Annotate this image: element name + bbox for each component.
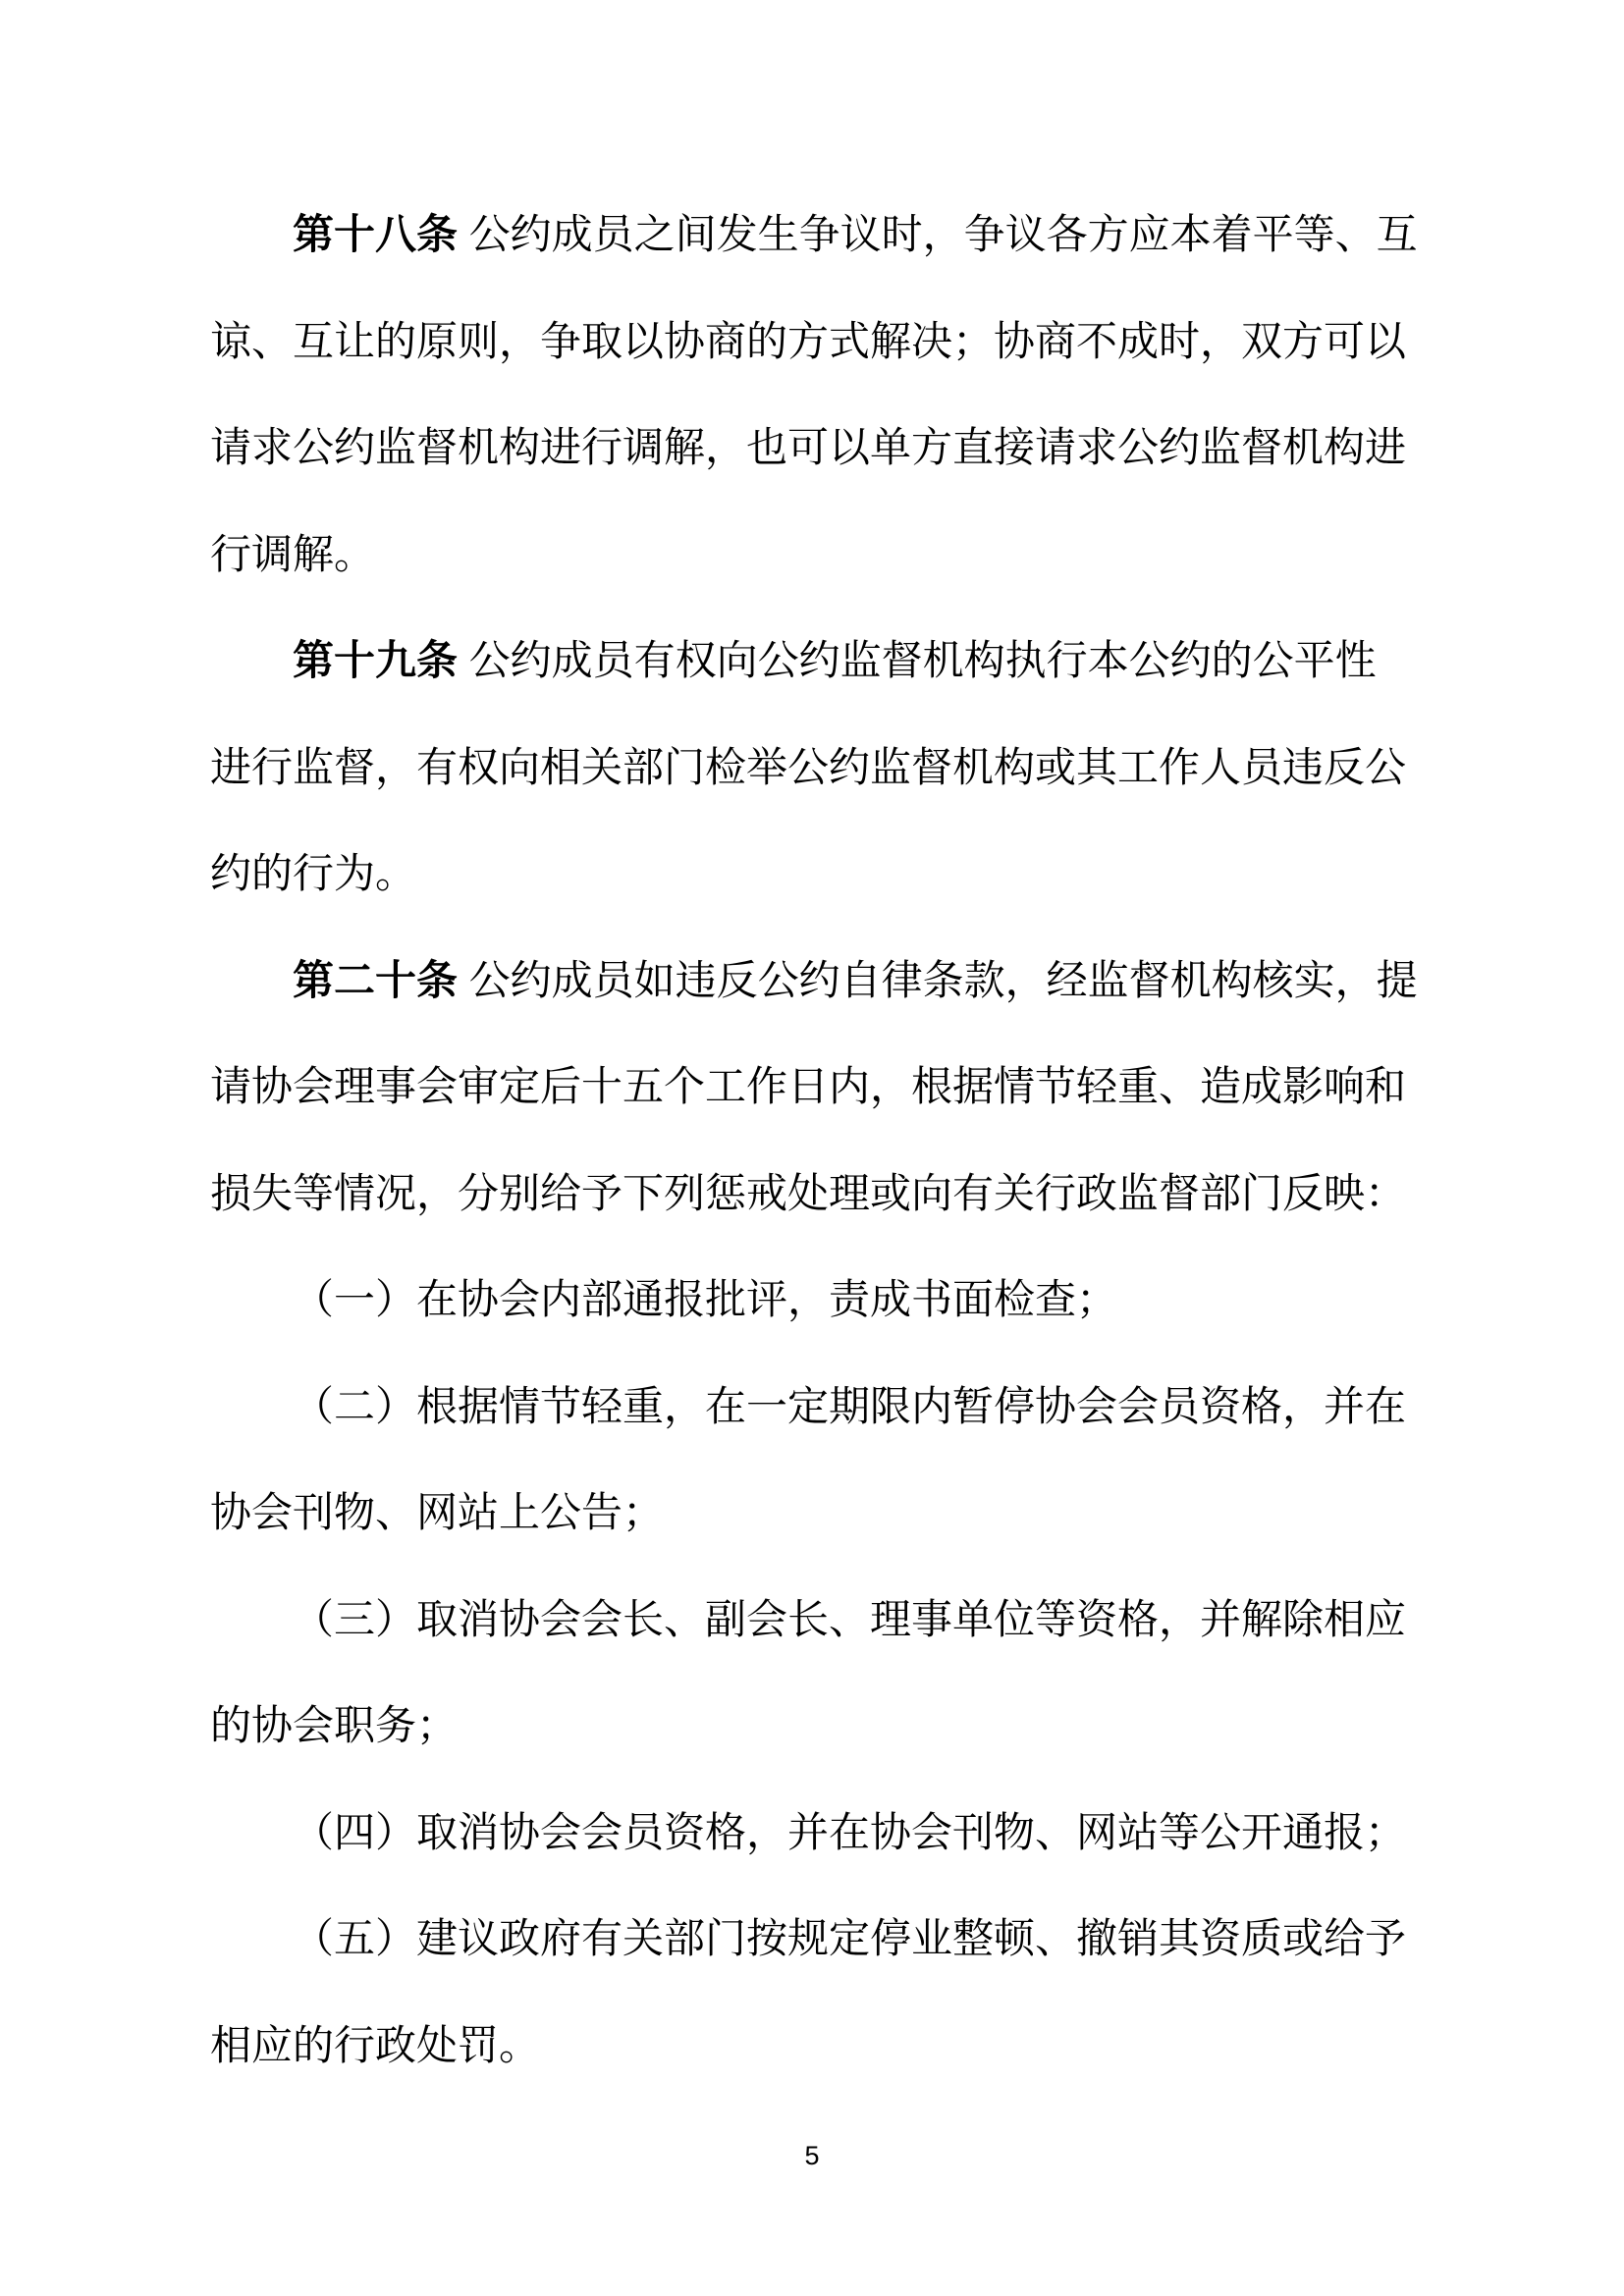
text-line xyxy=(210,289,1414,396)
text-segment: （二）根据情节轻重，在一定期限内暂停协会会员资格，并在 xyxy=(293,1382,1407,1429)
text-line xyxy=(210,1034,1414,1141)
text-segment: 的协会职务； xyxy=(210,1702,459,1748)
text-line xyxy=(210,821,1414,928)
text-line xyxy=(210,1141,1414,1248)
text-segment: 行调解。 xyxy=(210,530,376,577)
text-segment: 损失等情况，分别给予下列惩戒处理或向有关行政监督部门反映： xyxy=(210,1169,1407,1216)
text-line xyxy=(210,1460,1414,1567)
text-segment: （四）取消协会会员资格，并在协会刊物、网站等公开通报； xyxy=(293,1808,1407,1855)
document-body xyxy=(210,182,1418,2099)
text-segment: （一）在协会内部通报批评，责成书面检查； xyxy=(293,1276,1118,1322)
text-line xyxy=(210,1993,1414,2100)
text-line xyxy=(210,1567,1414,1674)
text-line xyxy=(210,1354,1414,1461)
text-segment: 协会刊物、网站上公告； xyxy=(210,1489,665,1535)
text-line xyxy=(210,182,1418,289)
text-line xyxy=(210,715,1414,822)
text-segment: 公约成员如违反公约自律条款，经监督机构核实，提 xyxy=(458,956,1418,1003)
article-number: 第十九条 xyxy=(293,637,459,683)
text-line xyxy=(210,608,1414,715)
article-number: 第十八条 xyxy=(293,211,459,257)
text-segment: 相应的行政处罚。 xyxy=(210,2021,541,2068)
text-segment: 谅、互让的原则，争取以协商的方式解决；协商不成时，双方可以 xyxy=(210,317,1407,364)
text-segment: 请求公约监督机构进行调解，也可以单方直接请求公约监督机构进 xyxy=(210,424,1407,470)
text-line xyxy=(210,1247,1414,1354)
article-number: 第二十条 xyxy=(293,956,459,1003)
text-segment: 公约成员有权向公约监督机构执行本公约的公平性 xyxy=(458,637,1377,683)
text-line xyxy=(210,1886,1414,1993)
text-line xyxy=(210,1780,1414,1887)
text-line xyxy=(210,928,1418,1035)
text-line xyxy=(210,502,1414,609)
text-segment: 公约成员之间发生争议时，争议各方应本着平等、互 xyxy=(458,211,1418,257)
text-line xyxy=(210,1673,1414,1780)
text-segment: 约的行为。 xyxy=(210,850,417,896)
page-number: 5 xyxy=(804,2141,820,2170)
text-segment: 请协会理事会审定后十五个工作日内，根据情节轻重、造成影响和 xyxy=(210,1063,1407,1109)
text-segment: 进行监督，有权向相关部门检举公约监督机构或其工作人员违反公 xyxy=(210,743,1407,790)
text-line xyxy=(210,395,1414,502)
text-segment: （三）取消协会会长、副会长、理事单位等资格，并解除相应 xyxy=(293,1595,1407,1642)
text-segment: （五）建议政府有关部门按规定停业整顿、撤销其资质或给予 xyxy=(293,1915,1407,1961)
